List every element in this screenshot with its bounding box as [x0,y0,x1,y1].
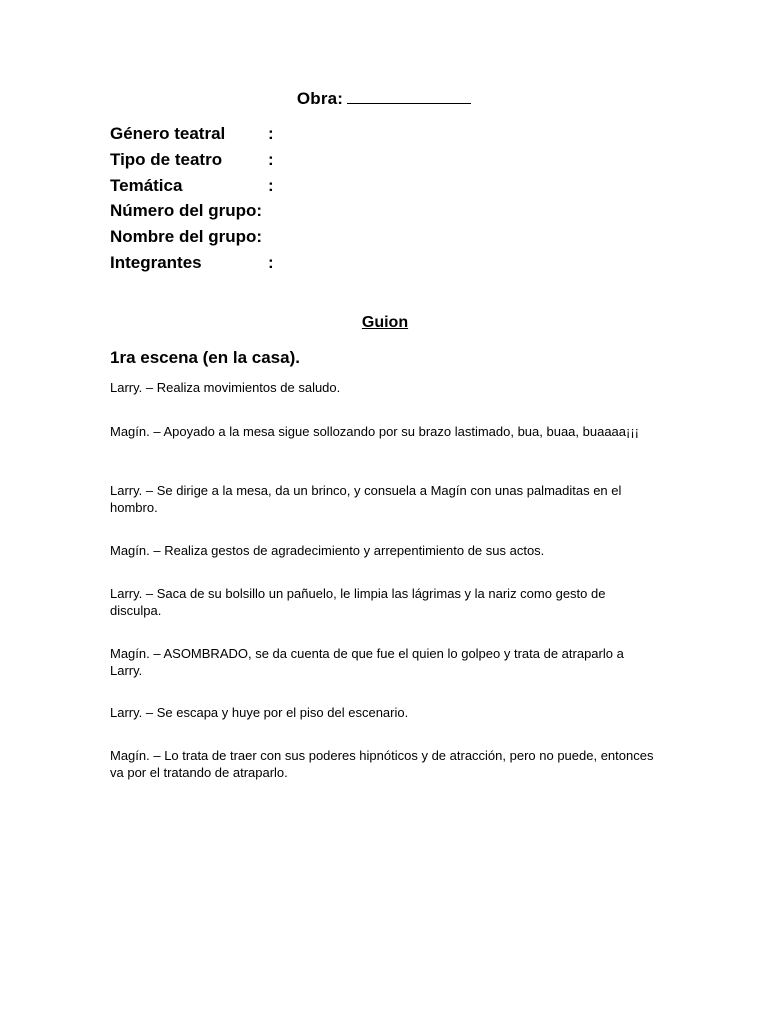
script-line: Larry. – Se escapa y huye por el piso del escenario. [110,705,409,720]
script-line: Larry. – Se dirige a la mesa, da un brinco, y consuela a Magín con unas palmaditas en el hombro. [110,483,622,515]
field-label: Nombre del grupo: [110,227,263,247]
field-numero-grupo [110,198,510,224]
field-label: Temática [110,175,183,195]
field-tipo [110,147,510,173]
script-line: Magín. – Realiza gestos de agradecimiento y arrepentimiento de sus actos. [110,543,545,558]
field-genero [110,121,510,147]
script-line: Larry. – Realiza movimientos de saludo. [110,380,341,395]
scene-title: 1ra escena (en la casa). [110,348,300,367]
script-line: Magín. – ASOMBRADO, se da cuenta de que fue el quien lo golpeo y trata de atraparlo a Larry. [110,646,624,678]
field-tematica [110,173,510,199]
field-nombre-grupo [110,224,510,250]
section-title: Guion [361,314,409,331]
field-label: Integrantes [110,252,202,272]
script-line: Larry. – Saca de su bolsillo un pañuelo, le limpia las lágrimas y la nariz como gesto de disculpa. [110,586,606,618]
field-label: Número del grupo: [110,201,263,221]
field-colon: : [268,175,274,195]
field-colon: : [268,124,274,143]
obra-blank-line [347,88,471,104]
field-integrantes [110,250,510,276]
obra-label: Obra: [296,89,344,108]
script-line: Magín. – Lo trata de traer con sus poderes hipnóticos y de atracción, pero no puede, entonces va por el tratando de atraparlo. [110,748,654,780]
field-label: Tipo de teatro [110,149,223,169]
obra-title [0,88,768,110]
field-colon: : [268,149,274,169]
info-fields [110,121,510,276]
field-label: Género teatral [110,124,226,143]
field-colon: : [268,252,274,272]
script-line: Magín. – Apoyado a la mesa sigue sollozando por su brazo lastimado, bua, buaa, buaaaa¡¡¡ [110,424,640,439]
